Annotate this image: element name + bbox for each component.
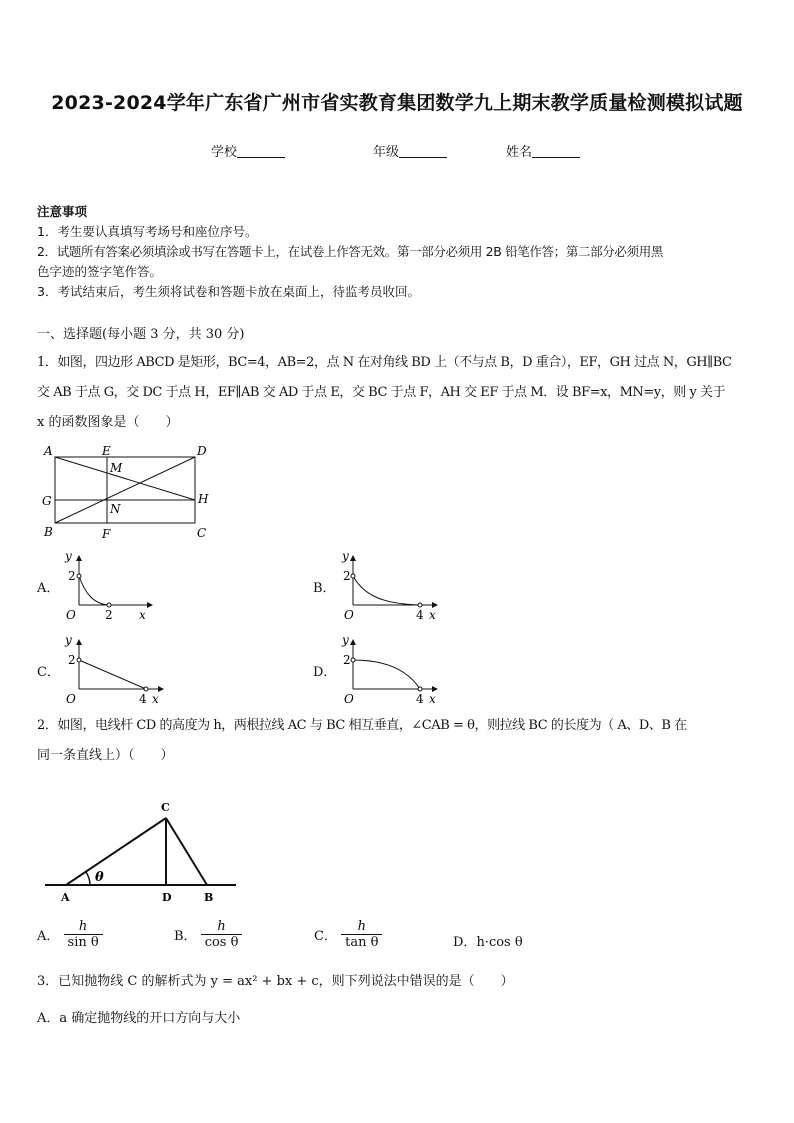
q2-line: 同一条直线上）（ ） bbox=[37, 748, 174, 763]
open-point bbox=[107, 603, 111, 607]
q1-option-b-label[interactable]: B． bbox=[313, 581, 336, 596]
label-h: H bbox=[198, 492, 209, 506]
tick-x: 4 bbox=[416, 608, 424, 622]
denominator: cos θ bbox=[204, 935, 239, 950]
wire-bc bbox=[166, 818, 207, 885]
axis-label-x: x bbox=[152, 692, 159, 706]
fraction bbox=[64, 919, 103, 950]
open-point bbox=[351, 574, 355, 578]
q2-pole-figure bbox=[40, 797, 240, 909]
label-theta: θ bbox=[95, 870, 104, 885]
tick-x: 4 bbox=[416, 692, 424, 706]
open-point bbox=[77, 574, 81, 578]
school-field bbox=[211, 141, 285, 160]
axis-label-y: y bbox=[65, 633, 72, 647]
question-2 bbox=[37, 711, 759, 771]
notes-heading: 注意事项 bbox=[37, 204, 88, 219]
question-3-stem: 3．已知抛物线 C 的解析式为 y = ax² + bx + c，则下列说法中错误的是（ ） bbox=[37, 974, 514, 989]
label-f: F bbox=[102, 527, 111, 541]
school-blank[interactable] bbox=[237, 145, 285, 158]
origin-label: O bbox=[66, 608, 76, 622]
origin-label: O bbox=[344, 608, 354, 622]
note-item: 2．试题所有答案必须填涂或书写在答题卡上，在试卷上作答无效。第一部分必须用 2B 铅笔作答；第二部分必须用黑 bbox=[37, 244, 664, 259]
fraction bbox=[341, 919, 382, 950]
tick-y: 2 bbox=[68, 653, 76, 667]
note-item: 色字迹的签字笔作答。 bbox=[37, 264, 163, 279]
open-point bbox=[77, 658, 81, 662]
curve bbox=[353, 660, 420, 689]
denominator: tan θ bbox=[345, 935, 379, 950]
option-label: D． bbox=[453, 935, 477, 950]
option-label: A． bbox=[37, 929, 60, 944]
origin-label: O bbox=[66, 692, 76, 706]
diagonal-bd bbox=[55, 457, 195, 523]
q2-line: 2．如图，电线杆 CD 的高度为 h，两根拉线 AC 与 BC 相互垂直，∠CAB = θ，则拉线 BC 的长度为（ A、D、B 在 bbox=[37, 718, 687, 733]
numerator: h bbox=[201, 919, 243, 935]
page-title: 2023-2024学年广东省广州市省实教育集团数学九上期末教学质量检测模拟试题 bbox=[51, 92, 743, 114]
q1-line: x 的函数图象是（ ） bbox=[37, 415, 179, 430]
axis-label-x: x bbox=[139, 608, 146, 622]
line-segment bbox=[79, 660, 146, 689]
label-c: C bbox=[197, 526, 207, 540]
axis-label-y: y bbox=[342, 633, 349, 647]
q2-option-a[interactable] bbox=[37, 919, 103, 950]
tick-y: 2 bbox=[68, 569, 76, 583]
label-d: D bbox=[197, 444, 207, 458]
q1-option-d-label[interactable]: D． bbox=[313, 665, 337, 680]
axis-label-y: y bbox=[342, 549, 349, 563]
q1-rectangle-figure bbox=[38, 442, 218, 542]
wire-ac bbox=[66, 818, 166, 885]
open-point bbox=[418, 603, 422, 607]
name-label: 姓名 bbox=[506, 145, 533, 160]
grade-label: 年级 bbox=[373, 145, 400, 160]
label-e: E bbox=[102, 444, 111, 458]
option-label: B． bbox=[174, 929, 197, 944]
open-point bbox=[418, 687, 422, 691]
name-blank[interactable] bbox=[532, 145, 580, 158]
label-n: N bbox=[110, 502, 121, 516]
note-item: 3．考试结束后，考生须将试卷和答题卡放在桌面上，待监考员收回。 bbox=[37, 284, 420, 299]
q2-option-c[interactable] bbox=[314, 919, 382, 950]
label-b: B bbox=[44, 525, 53, 539]
tick-y: 2 bbox=[343, 653, 351, 667]
curve bbox=[79, 576, 109, 605]
open-point bbox=[144, 687, 148, 691]
note-item: 1．考生要认真填写考场号和座位序号。 bbox=[37, 224, 258, 239]
option-label: C． bbox=[314, 929, 337, 944]
label-m: M bbox=[110, 461, 123, 475]
origin-label: O bbox=[344, 692, 354, 706]
label-g: G bbox=[42, 494, 52, 508]
axis-label-x: x bbox=[429, 608, 436, 622]
label-d: D bbox=[162, 891, 172, 904]
numerator: h bbox=[341, 919, 382, 935]
denominator: sin θ bbox=[67, 935, 99, 950]
name-field bbox=[506, 141, 580, 160]
q1-option-c-label[interactable]: C． bbox=[37, 665, 60, 680]
notes-section bbox=[37, 202, 759, 302]
section-heading: 一、选择题(每小题 3 分，共 30 分) bbox=[37, 327, 245, 342]
tick-y: 2 bbox=[343, 569, 351, 583]
angle-arc bbox=[86, 872, 90, 885]
curve bbox=[353, 576, 420, 605]
q1-option-b-graph[interactable] bbox=[334, 548, 444, 623]
q1-option-a-label[interactable]: A． bbox=[37, 581, 60, 596]
school-label: 学校 bbox=[211, 145, 238, 160]
fraction bbox=[201, 919, 243, 950]
question-1 bbox=[37, 348, 759, 438]
grade-field bbox=[373, 141, 447, 160]
question-3-option-a[interactable]: A．a 确定抛物线的开口方向与大小 bbox=[37, 1011, 241, 1026]
q1-line: 交 AB 于点 G，交 DC 于点 H，EF∥AB 交 AD 于点 E，交 BC 于点 F，AH 交 EF 于点 M．设 BF=x，MN=y，则 y 关于 bbox=[37, 385, 726, 400]
label-c: C bbox=[161, 801, 170, 814]
axis-label-x: x bbox=[429, 692, 436, 706]
label-b: B bbox=[204, 891, 214, 904]
tick-x: 4 bbox=[139, 692, 147, 706]
option-text: h·cos θ bbox=[476, 935, 523, 950]
label-a: A bbox=[61, 891, 70, 904]
q1-option-d-graph[interactable] bbox=[334, 632, 444, 707]
q1-line: 1．如图，四边形 ABCD 是矩形，BC=4，AB=2，点 N 在对角线 BD 上（不与点 B，D 重合），EF，GH 过点 N，GH∥BC bbox=[37, 355, 732, 370]
q2-option-b[interactable] bbox=[174, 919, 242, 950]
open-point bbox=[351, 658, 355, 662]
segment-ah bbox=[55, 457, 195, 500]
axis-label-y: y bbox=[65, 549, 72, 563]
grade-blank[interactable] bbox=[399, 145, 447, 158]
tick-x: 2 bbox=[105, 608, 113, 622]
label-a: A bbox=[44, 444, 53, 458]
q1-option-a-graph[interactable] bbox=[60, 548, 160, 623]
q2-option-d[interactable] bbox=[453, 931, 523, 950]
q1-option-c-graph[interactable] bbox=[60, 632, 170, 707]
numerator: h bbox=[64, 919, 103, 935]
